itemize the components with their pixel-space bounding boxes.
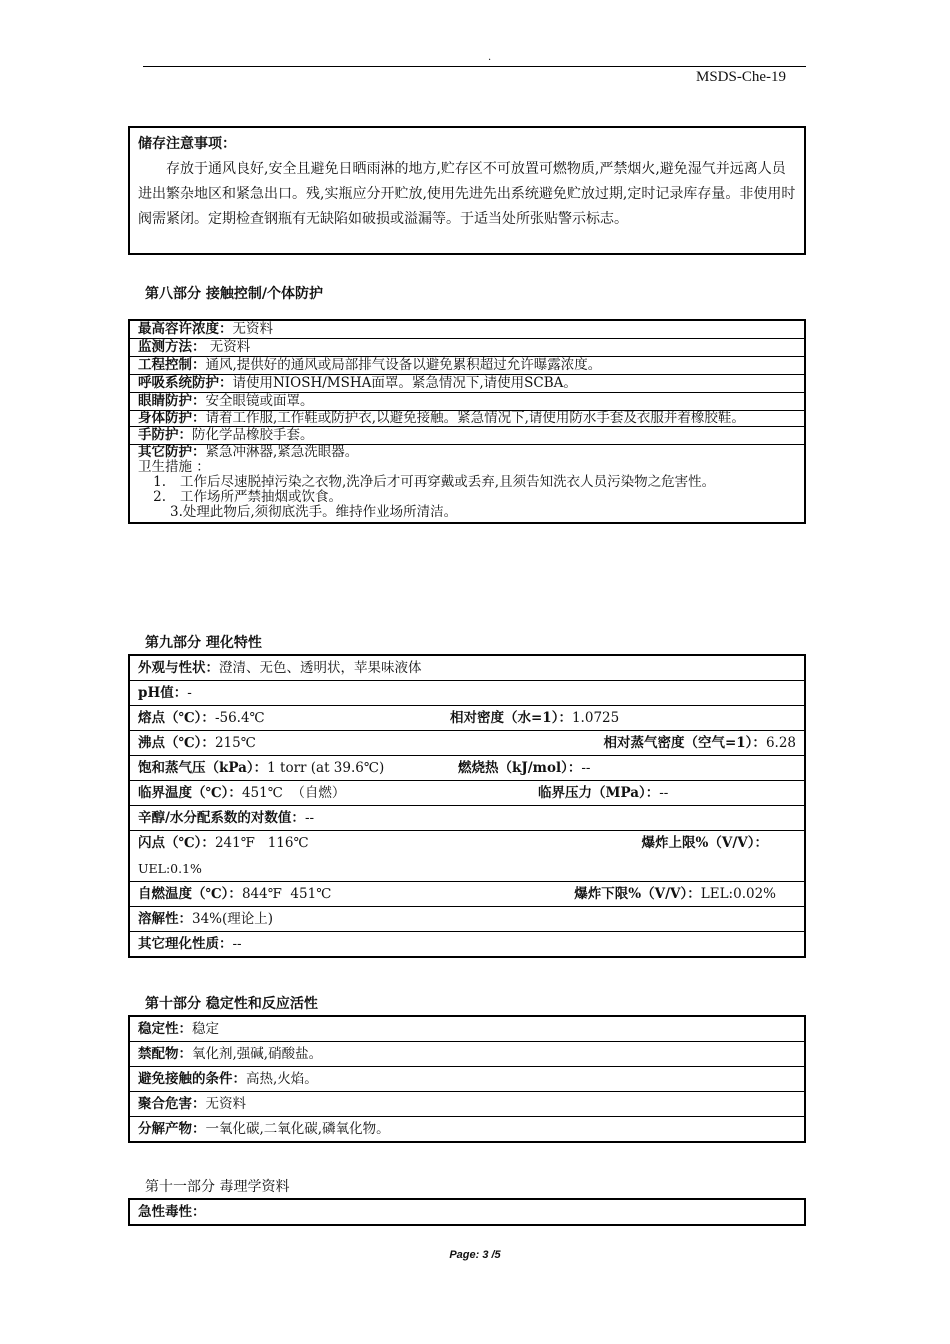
critical-temp-value: 451℃ （自燃） (241, 785, 346, 801)
other-properties-label: 其它理化性质： (138, 936, 233, 952)
table-row (129, 393, 805, 411)
table-row (129, 1016, 805, 1042)
boiling-label: 沸点（℃）： (138, 735, 215, 751)
section-8-table (128, 319, 806, 524)
other-properties-value: -- (232, 936, 242, 952)
table-row (129, 882, 805, 907)
table-row (129, 756, 805, 781)
lower-limit-label: 爆炸下限%（V/V）： (574, 886, 701, 902)
density-label: 相对密度（水=1）： (450, 710, 572, 726)
list-item (138, 490, 796, 505)
table-row (129, 445, 805, 524)
row-label: 避免接触的条件： (138, 1071, 246, 1087)
autoignition-label: 自燃温度（℃）： (138, 886, 242, 902)
upper-limit-label: 爆炸上限%（V/V）： (641, 835, 768, 851)
header-rule (143, 66, 806, 67)
row-label: 工程控制： (138, 357, 206, 373)
ph-value: - (187, 685, 192, 701)
hygiene-title: 卫生措施 ： (138, 459, 210, 475)
appearance-label: 外观与性状： (138, 660, 219, 676)
melting-value: -56.4℃ (214, 710, 265, 726)
list-item (138, 475, 796, 490)
table-row (129, 357, 805, 375)
row-value: 安全眼镜或面罩。 (205, 393, 314, 409)
table-row (129, 411, 805, 427)
critical-pressure-value: -- (659, 785, 669, 801)
table-row (129, 1092, 805, 1117)
header-dot: . (488, 52, 492, 63)
row-value: 请着工作服,工作鞋或防护衣,以避免接触。紧急情况下,请使用防水手套及衣服并着橡胶鞋。 (205, 410, 745, 426)
row-value: 通风,提供好的通风或局部排气设备以避免累积超过允许曝露浓度。 (205, 357, 602, 373)
row-value: 高热,火焰。 (246, 1071, 318, 1087)
combustion-label: 燃烧热（kJ/mol）： (458, 760, 582, 776)
row-value: 防化学品橡胶手套。 (192, 427, 314, 443)
other-protection-value: 紧急冲淋器,紧急洗眼器。 (205, 444, 359, 460)
solubility-value: 34%(理论上) (192, 911, 274, 927)
section-10-table (128, 1015, 806, 1143)
table-row (129, 806, 805, 831)
table-row (129, 655, 805, 681)
other-protection-label: 其它防护： (138, 444, 206, 460)
row-label: 呼吸系统防护： (138, 375, 233, 391)
section-11-title: 第十一部分 毒理学资料 (145, 1179, 290, 1195)
partition-coefficient-label: 辛醇/水分配系数的对数值： (138, 810, 305, 826)
table-row (129, 1117, 805, 1143)
list-item: 3.处理此物后,须彻底洗手。维持作业场所清洁。 (170, 504, 458, 520)
table-row (129, 932, 805, 958)
table-row (129, 320, 805, 339)
table-row (129, 1042, 805, 1067)
row-value: 无资料 (205, 339, 251, 355)
section-9-table (128, 654, 806, 958)
table-row (129, 375, 805, 393)
table-row (129, 731, 805, 756)
row-label: 禁配物： (138, 1046, 192, 1062)
list-number: 1. (153, 474, 166, 490)
vapor-density-value: 6.28 (765, 735, 796, 751)
lower-limit-value: LEL:0.02% (700, 886, 776, 902)
row-label: 眼睛防护： (138, 393, 206, 409)
acute-toxicity-label: 急性毒性： (138, 1204, 206, 1220)
table-row (129, 1067, 805, 1092)
section-10-title: 第十部分 稳定性和反应活性 (145, 996, 318, 1012)
section-11-table (128, 1198, 806, 1226)
appearance-value: 澄清、无色、透明状，苹果味液体 (219, 660, 422, 676)
critical-pressure-label: 临界压力（MPa）： (538, 785, 660, 801)
row-label: 分解产物： (138, 1121, 206, 1137)
row-label: 最高容许浓度： (138, 321, 233, 337)
row-label: 手防护： (138, 427, 192, 443)
partition-coefficient-value: -- (304, 810, 315, 826)
row-label: 监测方法： (138, 339, 206, 355)
flash-point-label: 闪点（℃）： (138, 835, 215, 851)
table-row (129, 706, 805, 731)
row-value: 无资料 (205, 1096, 246, 1112)
table-row (129, 339, 805, 357)
ph-label: pH值： (138, 685, 188, 701)
uel-value: UEL:0.1% (138, 861, 202, 876)
table-row (129, 907, 805, 932)
row-value: 一氧化碳,二氧化碳,磷氧化物。 (205, 1121, 390, 1137)
vapor-pressure-label: 饱和蒸气压（kPa）： (138, 760, 268, 776)
page-number: Page: 3 /5 (449, 1249, 501, 1261)
storage-text: 存放于通风良好,安全且避免日晒雨淋的地方,贮存区不可放置可燃物质,严禁烟火,避免湿气并远离人员进出繁杂地区和紧急出口。残,实瓶应分开贮放,使用先进先出系统避免贮放过期,定时记录库存量。非使用时阀需紧闭。定期检查钢瓶有无缺陷如破损或溢漏等。于适当处所张贴警示标志。 (138, 161, 796, 227)
boiling-value: 215℃ (214, 735, 256, 751)
solubility-label: 溶解性： (138, 911, 192, 927)
row-value: 请使用NIOSH/MSHA面罩。紧急情况下,请使用SCBA。 (232, 375, 577, 391)
list-text: 工作后尽速脱掉污染之衣物,洗净后才可再穿戴或丢弃,且须告知洗衣人员污染物之危害性。 (180, 474, 716, 490)
list-text: 工作场所严禁抽烟或饮食。 (180, 489, 342, 505)
row-value: 稳定 (192, 1021, 219, 1037)
table-row (129, 681, 805, 706)
flash-point-value: 241℉ 116℃ (214, 835, 309, 851)
storage-notes-box (128, 126, 806, 255)
table-row (129, 781, 805, 806)
vapor-density-label: 相对蒸气密度（空气=1）： (603, 735, 766, 751)
vapor-pressure-value: 1 torr (at 39.6℃) (267, 760, 385, 776)
row-label: 身体防护： (138, 410, 206, 426)
row-value: 氧化剂,强碱,硝酸盐。 (192, 1046, 323, 1062)
critical-temp-label: 临界温度（℃）： (138, 785, 242, 801)
table-row (129, 427, 805, 445)
autoignition-value: 844℉ 451℃ (241, 886, 332, 902)
section-8-title: 第八部分 接触控制/个体防护 (145, 286, 323, 302)
row-value: 无资料 (232, 321, 273, 337)
combustion-value: -- (581, 760, 591, 776)
density-value: 1.0725 (571, 710, 620, 726)
table-row (129, 1199, 805, 1225)
list-number: 2. (153, 489, 166, 505)
document-id: MSDS-Che-19 (695, 69, 786, 85)
row-label: 聚合危害： (138, 1096, 206, 1112)
section-9-title: 第九部分 理化特性 (145, 635, 262, 651)
row-label: 稳定性： (138, 1021, 192, 1037)
table-row (129, 831, 805, 882)
storage-title: 储存注意事项： (138, 136, 236, 152)
melting-label: 熔点（℃）： (138, 710, 215, 726)
